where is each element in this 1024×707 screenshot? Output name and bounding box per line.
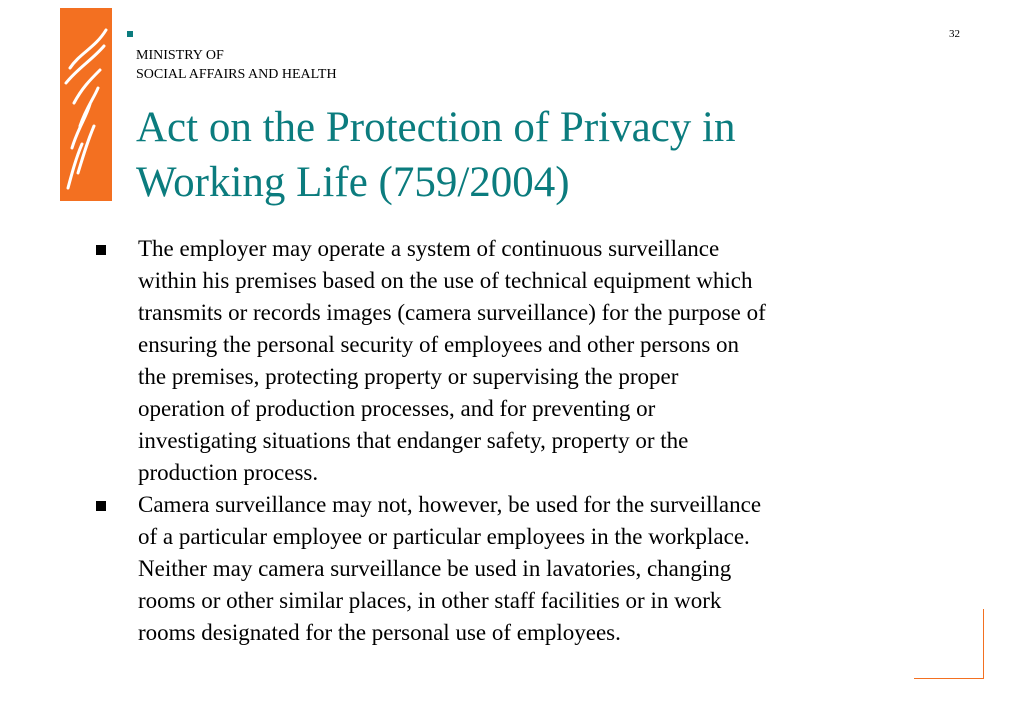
bullet-2-line-5: rooms designated for the personal use of employees. [138, 620, 621, 645]
ministry-line-1: MINISTRY OF [136, 48, 224, 63]
bullet-1-line-6: operation of production processes, and for preventing or [138, 396, 656, 421]
accent-square [127, 31, 133, 37]
bullet-2-line-3: Neither may camera surveillance be used in lavatories, changing [138, 556, 732, 581]
bullet-1-line-4: ensuring the personal security of employees and other persons on [138, 332, 740, 357]
bullet-2-line-1: Camera surveillance may not, however, be used for the surveillance [138, 492, 762, 517]
bullet-square-icon [96, 245, 106, 255]
bullet-1-line-3: transmits or records images (camera surveillance) for the purpose of [138, 300, 766, 325]
corner-frame-vertical [983, 609, 984, 679]
bullet-1-line-1: The employer may operate a system of continuous surveillance [138, 236, 720, 261]
slide-title-line-2: Working Life (759/2004) [136, 159, 570, 206]
slide-title [136, 100, 996, 210]
bullet-1-line-5: the premises, protecting property or supervising the proper [138, 364, 679, 389]
ministry-line-2: SOCIAL AFFAIRS AND HEALTH [136, 67, 337, 82]
ministry-logo [60, 8, 112, 201]
page-number: 32 [949, 28, 960, 40]
bullet-2-line-2: of a particular employee or particular employees in the workplace. [138, 524, 750, 549]
ministry-name [136, 46, 337, 84]
slide-title-line-1: Act on the Protection of Privacy in [136, 104, 736, 151]
logo-flame-graphic [60, 8, 112, 201]
bullet-2-line-4: rooms or other similar places, in other staff facilities or in work [138, 588, 722, 613]
bullet-1-line-8: production process. [138, 460, 319, 485]
corner-frame-horizontal [914, 678, 984, 679]
bullet-list [88, 233, 968, 649]
bullet-1-line-2: within his premises based on the use of technical equipment which [138, 268, 753, 293]
bullet-item-2 [88, 489, 968, 649]
bullet-1-line-7: investigating situations that endanger safety, property or the [138, 428, 689, 453]
bullet-item-1 [88, 233, 968, 489]
bullet-square-icon [96, 501, 106, 511]
